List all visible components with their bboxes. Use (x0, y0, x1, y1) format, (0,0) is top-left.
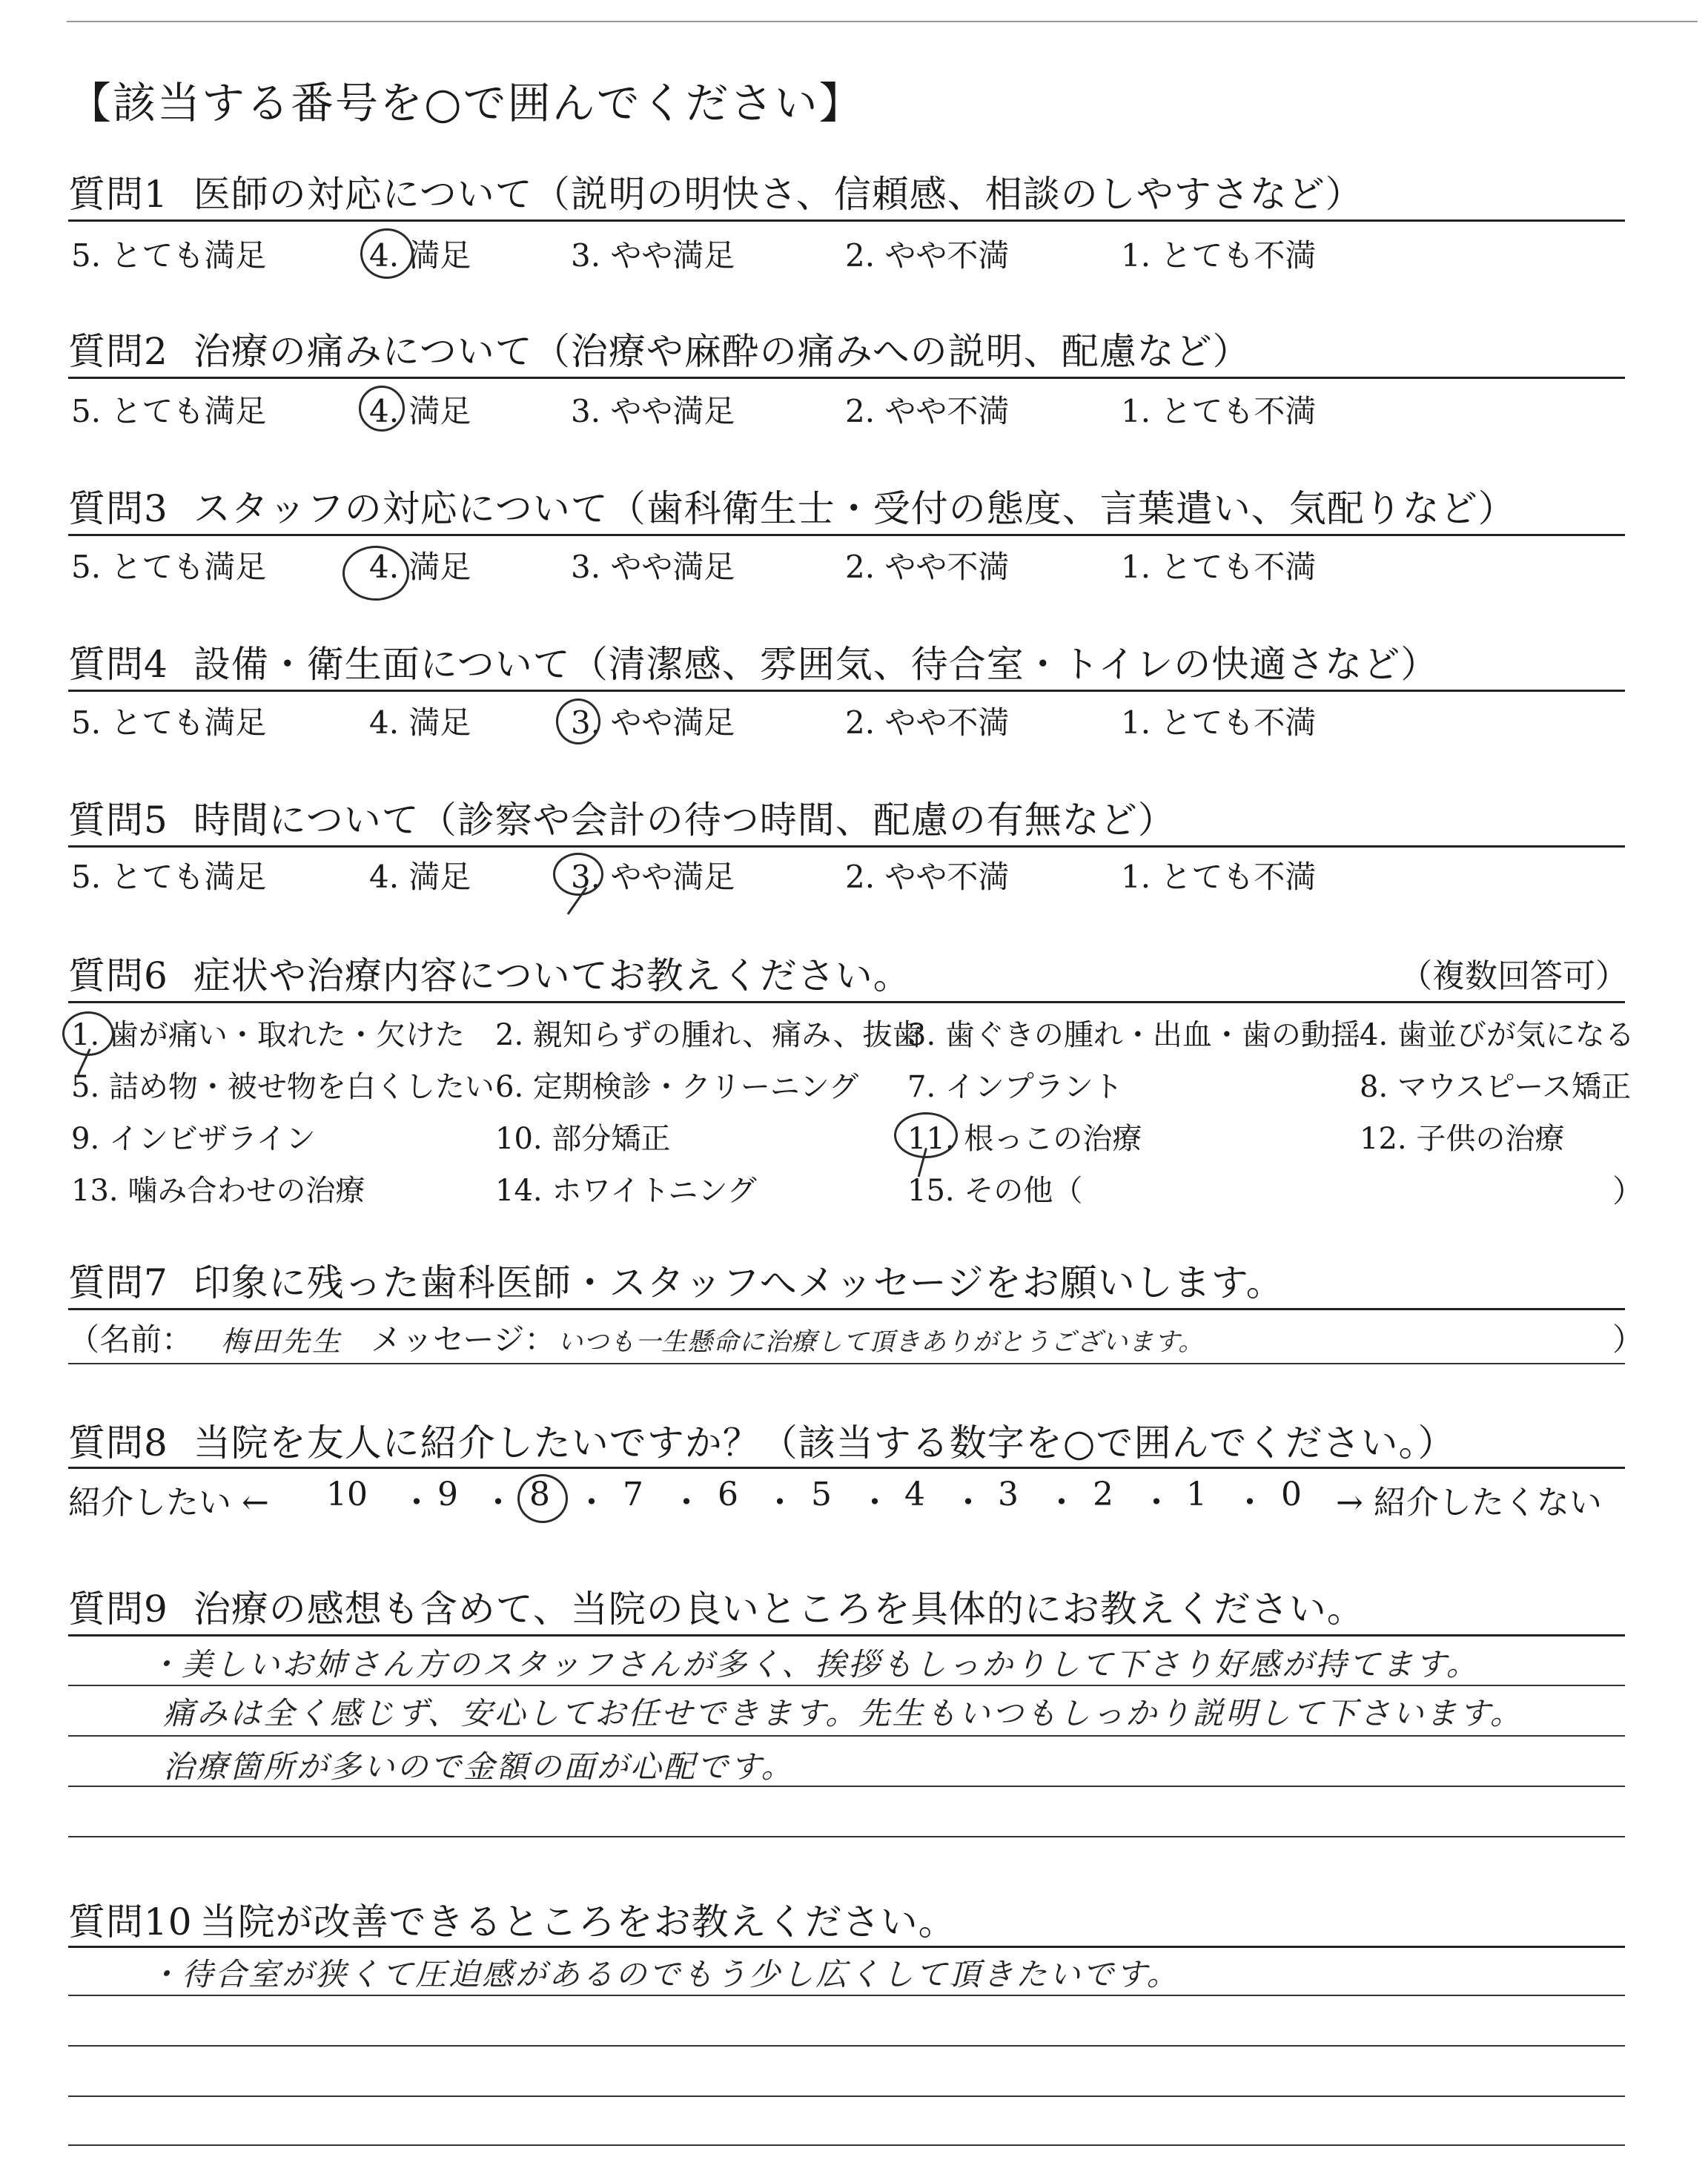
question-text: 当院を友人に紹介したいですか？（該当する数字を○で囲んでください。） (193, 1421, 1456, 1464)
answer-line (68, 1995, 1625, 1996)
treatment-option[interactable]: 9. インビザライン (71, 1122, 316, 1156)
message-label: メッセージ： (371, 1321, 556, 1358)
scale-separator: ・ (1140, 1484, 1173, 1522)
answer-line (68, 2095, 1625, 2097)
option-very-satisfied[interactable]: 5. とても満足 (71, 237, 267, 274)
option-very-dissatisfied[interactable]: 1. とても不満 (1121, 393, 1317, 429)
other-close-paren: ） (1612, 1173, 1644, 1209)
question-divider (68, 690, 1625, 692)
treatment-option[interactable]: 4. 歯並びが気になる (1360, 1018, 1635, 1052)
question-8-title (68, 1413, 1455, 1467)
question-number: 質問3 (68, 487, 168, 530)
scale-value[interactable]: 6 (718, 1476, 738, 1513)
q9-handwritten-line[interactable]: ・美しいお姉さん方のスタッフさんが多く、挨拶もしっかりして下さり好感が持てます。 (148, 1646, 1480, 1682)
option-satisfied[interactable]: 4. 満足 (369, 549, 471, 585)
answer-circle-mark (517, 1474, 568, 1523)
scale-right-label: → 紹介したくない (1336, 1484, 1602, 1522)
answer-line (68, 1836, 1625, 1837)
answer-line (68, 1735, 1625, 1737)
question-text: 設備・衛生面について（清潔感、雰囲気、待合室・トイレの快適さなど） (193, 643, 1439, 686)
answer-circle-mark (359, 386, 405, 432)
answer-circle-mark (342, 546, 409, 601)
message-handwritten-value[interactable]: いつも一生懸命に治療して頂きありがとうございます。 (557, 1327, 1205, 1357)
name-label: （名前： (68, 1321, 193, 1358)
question-number: 質問5 (68, 799, 168, 842)
answer-line (68, 1786, 1625, 1787)
option-somewhat-dissatisfied[interactable]: 2. やや不満 (845, 237, 1010, 274)
option-somewhat-satisfied[interactable]: 3. やや満足 (571, 237, 735, 274)
option-very-dissatisfied[interactable]: 1. とても不満 (1121, 237, 1317, 274)
scale-value[interactable]: 3 (998, 1476, 1019, 1513)
option-very-dissatisfied[interactable]: 1. とても不満 (1121, 549, 1317, 585)
scale-separator: ・ (764, 1484, 796, 1522)
answer-circle-mark (553, 853, 603, 896)
option-somewhat-satisfied[interactable]: 3. やや満足 (571, 549, 735, 585)
question-text: 時間について（診察や会計の待つ時間、配慮の有無など） (193, 799, 1176, 842)
answer-circle-mark (360, 228, 414, 279)
treatment-option[interactable]: 6. 定期検診・クリーニング (495, 1070, 859, 1104)
option-somewhat-satisfied[interactable]: 3. やや満足 (571, 859, 735, 895)
treatment-option[interactable]: 11. 根っこの治療 (907, 1122, 1142, 1156)
option-very-dissatisfied[interactable]: 1. とても不満 (1121, 704, 1317, 741)
treatment-option[interactable]: 5. 詰め物・被せ物を白くしたい (71, 1070, 494, 1104)
scale-value[interactable]: 9 (437, 1476, 458, 1513)
option-somewhat-dissatisfied[interactable]: 2. やや不満 (845, 704, 1010, 741)
question-3-title (68, 479, 1516, 532)
message-close-paren: ） (1612, 1321, 1644, 1358)
question-6-title (68, 946, 911, 1000)
answer-line (68, 2045, 1625, 2047)
treatment-option[interactable]: 10. 部分矯正 (495, 1122, 671, 1156)
question-number: 質問7 (68, 1261, 168, 1304)
instruction-heading: 【該当する番号を○で囲んでください】 (68, 78, 864, 128)
question-number: 質問2 (68, 330, 168, 373)
question-number: 質問4 (68, 643, 168, 686)
question-10-title (68, 1892, 956, 1946)
option-very-satisfied[interactable]: 5. とても満足 (71, 704, 267, 741)
scale-separator: ・ (482, 1484, 514, 1522)
q9-handwritten-line[interactable]: 痛みは全く感じず、安心してお任せできます。先生もいつもしっかり説明して下さいます。 (163, 1695, 1523, 1731)
answer-line (68, 1685, 1625, 1686)
question-number: 質問1 (68, 173, 168, 216)
scale-separator: ・ (952, 1484, 984, 1522)
question-divider (68, 1001, 1625, 1003)
treatment-option[interactable]: 7. インプラント (907, 1070, 1123, 1104)
q10-handwritten-line[interactable]: ・待合室が狭くて圧迫感があるのでもう少し広くして頂きたいです。 (148, 1956, 1180, 1992)
option-satisfied[interactable]: 4. 満足 (369, 704, 471, 741)
option-very-dissatisfied[interactable]: 1. とても不満 (1121, 859, 1317, 895)
question-5-title (68, 790, 1176, 844)
scale-value[interactable]: 0 (1281, 1476, 1302, 1513)
treatment-option[interactable]: 2. 親知らずの腫れ、痛み、抜歯 (495, 1018, 922, 1052)
question-divider (68, 219, 1625, 222)
scale-value[interactable]: 8 (529, 1476, 550, 1513)
question-divider (68, 1308, 1625, 1310)
treatment-option-other[interactable]: 15. その他（ (907, 1174, 1083, 1208)
scale-separator: ・ (858, 1484, 891, 1522)
option-very-satisfied[interactable]: 5. とても満足 (71, 393, 267, 429)
option-satisfied[interactable]: 4. 満足 (369, 237, 471, 274)
question-text: 治療の感想も含めて、当院の良いところを具体的にお教えください。 (193, 1588, 1365, 1631)
question-text: 当院が改善できるところをお教えください。 (199, 1900, 956, 1943)
option-somewhat-satisfied[interactable]: 3. やや満足 (571, 393, 735, 429)
question-divider (68, 1363, 1625, 1364)
question-text: スタッフの対応について（歯科衛生士・受付の態度、言葉遣い、気配りなど） (193, 487, 1516, 530)
scale-value[interactable]: 4 (904, 1476, 925, 1513)
scale-left-label: 紹介したい ← (68, 1484, 269, 1522)
question-2-title (68, 322, 1251, 375)
question-divider (68, 377, 1625, 379)
option-satisfied[interactable]: 4. 満足 (369, 393, 471, 429)
option-somewhat-dissatisfied[interactable]: 2. やや不満 (845, 859, 1010, 895)
treatment-option[interactable]: 3. 歯ぐきの腫れ・出血・歯の動揺 (907, 1018, 1360, 1052)
treatment-option[interactable]: 8. マウスピース矯正 (1360, 1070, 1632, 1104)
scale-value[interactable]: 10 (326, 1476, 368, 1513)
scale-separator: ・ (575, 1484, 608, 1522)
question-9-title (68, 1579, 1365, 1633)
treatment-option[interactable]: 1. 歯が痛い・取れた・欠けた (71, 1018, 465, 1052)
answer-circle-mark (556, 698, 600, 744)
question-1-title (68, 165, 1363, 218)
question-4-title (68, 635, 1438, 688)
option-somewhat-dissatisfied[interactable]: 2. やや不満 (845, 393, 1010, 429)
answer-line (68, 1946, 1625, 1948)
treatment-option[interactable]: 12. 子供の治療 (1360, 1122, 1565, 1156)
question-number: 質問6 (68, 954, 168, 997)
multiple-answers-note: （複数回答可） (1400, 957, 1628, 995)
option-very-satisfied[interactable]: 5. とても満足 (71, 859, 267, 895)
scale-value[interactable]: 5 (811, 1476, 832, 1513)
question-text: 治療の痛みについて（治療や麻酔の痛みへの説明、配慮など） (193, 330, 1251, 373)
treatment-option[interactable]: 13. 噛み合わせの治療 (71, 1174, 365, 1208)
scale-separator: ・ (670, 1484, 703, 1522)
question-divider (68, 845, 1625, 848)
question-divider (68, 1467, 1625, 1469)
question-7-title (68, 1253, 1284, 1307)
answer-line (68, 1634, 1625, 1636)
treatment-option[interactable]: 14. ホワイトニング (495, 1174, 757, 1208)
option-very-satisfied[interactable]: 5. とても満足 (71, 549, 267, 585)
option-somewhat-dissatisfied[interactable]: 2. やや不満 (845, 549, 1010, 585)
question-text: 医師の対応について（説明の明快さ、信頼感、相談のしやすさなど） (193, 173, 1363, 216)
question-divider (68, 534, 1625, 536)
scale-separator: ・ (1045, 1484, 1078, 1522)
question-number: 質問8 (68, 1421, 168, 1464)
scale-value[interactable]: 7 (623, 1476, 643, 1513)
option-somewhat-satisfied[interactable]: 3. やや満足 (571, 704, 735, 741)
name-handwritten-value[interactable]: 梅田先生 (221, 1325, 343, 1358)
answer-line (68, 2144, 1625, 2146)
question-text: 印象に残った歯科医師・スタッフへメッセージをお願いします。 (193, 1261, 1284, 1304)
question-text: 症状や治療内容についてお教えください。 (193, 954, 911, 997)
scale-value[interactable]: 1 (1186, 1476, 1207, 1513)
option-satisfied[interactable]: 4. 満足 (369, 859, 471, 895)
scale-separator: ・ (1234, 1484, 1266, 1522)
page-top-border (67, 21, 1698, 22)
question-number: 質問9 (68, 1588, 168, 1631)
q9-handwritten-line[interactable]: 治療箇所が多いので金額の面が心配です。 (163, 1748, 795, 1785)
scale-separator: ・ (400, 1484, 433, 1522)
question-number: 質問10 (68, 1900, 193, 1943)
scale-value[interactable]: 2 (1093, 1476, 1113, 1513)
